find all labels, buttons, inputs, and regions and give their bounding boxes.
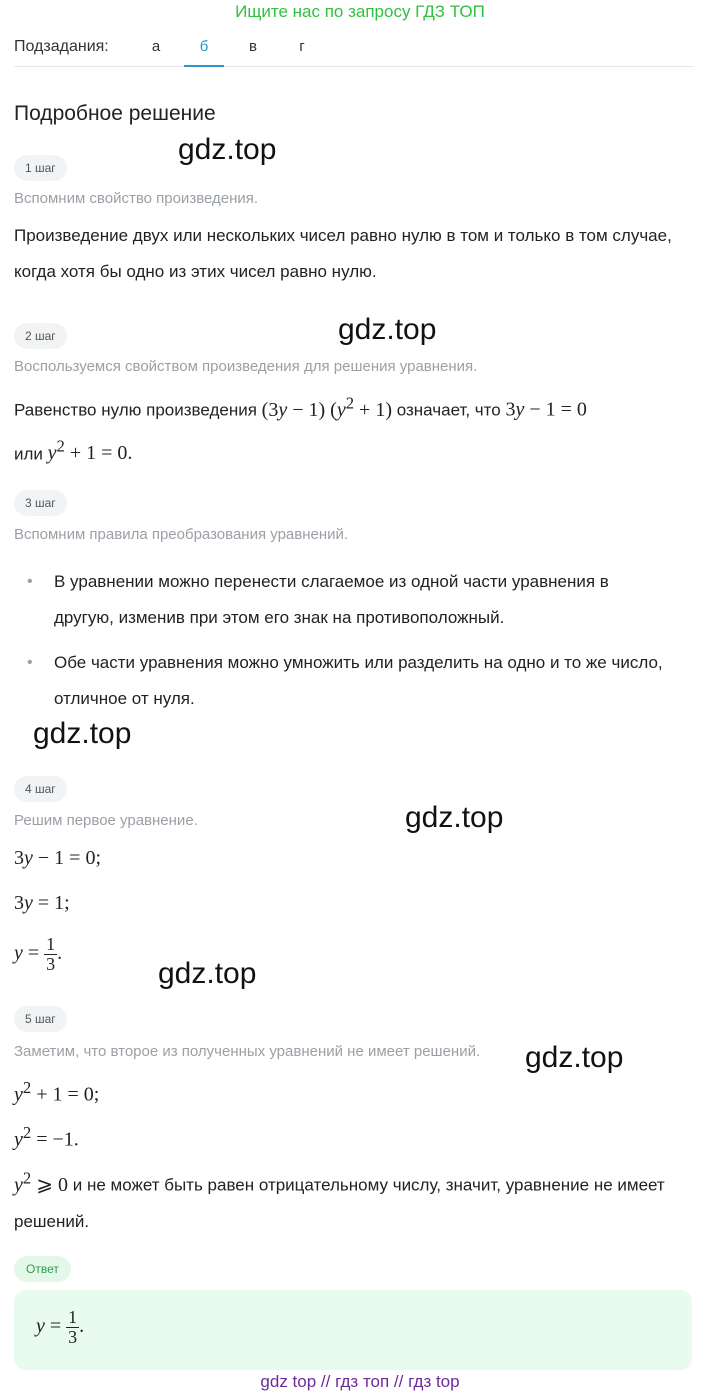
tab-g[interactable]: г [299, 38, 305, 55]
inequality: $y^2$ ⩾ 0 [14, 1168, 68, 1196]
step-1-text: Произведение двух или нескольких чисел равно нулю в том и только в том случае, когда хотя бы одно из этих чисел равно нулю. [14, 226, 672, 281]
step-2-text-b: означает, что [396, 400, 501, 420]
solution-heading: Подробное решение [14, 102, 216, 125]
step-3-hint: Вспомним правила преобразования уравнений. [14, 526, 349, 543]
watermark: gdz.top [178, 133, 277, 166]
step-2-badge: 2 шаг [14, 323, 67, 349]
step-2-text [14, 385, 674, 472]
step-2-text-a: Равенство нулю произведения [14, 400, 257, 420]
step-1-hint: Вспомним свойство произведения. [14, 190, 259, 207]
step-3-badge: 3 шаг [14, 490, 67, 516]
step-2-hint: Воспользуемся свойством произведения для решения уравнения. [14, 358, 478, 375]
rule-item: • Обе части уравнения можно умножить или разделить на одно и то же число, отличное от нуля. [32, 645, 672, 717]
step-5-text: $y^2$ ⩾ 0 и не может быть равен отрицательному числу, значит, уравнение не имеет решений. [14, 1168, 665, 1231]
math-line: y = $\frac{1}{3}$ . [14, 934, 63, 974]
math-line: 3y = 1; [14, 892, 70, 914]
product-expression: (3y − 1) $(y^2 + 1)$ [261, 393, 392, 421]
watermark: gdz.top [158, 957, 257, 990]
watermark: gdz.top [405, 801, 504, 834]
step-5-badge: 5 шаг [14, 1006, 67, 1032]
bullet-dot-icon: • [27, 573, 33, 590]
step-4-hint: Решим первое уравнение. [14, 812, 198, 829]
answer-box [14, 1290, 692, 1370]
subtasks-label: Подзадания: [14, 38, 109, 55]
step-4-badge: 4 шаг [14, 776, 67, 802]
step-2-text-c: или [14, 444, 43, 464]
answer-value: y = $\frac{1}{3}$ . [36, 1307, 85, 1347]
watermark: gdz.top [338, 313, 437, 346]
watermark: gdz.top [33, 717, 132, 750]
subtasks-bar [14, 30, 694, 67]
tab-a[interactable]: а [151, 38, 161, 55]
search-banner: Ищите нас по запросу ГДЗ ТОП [235, 2, 485, 21]
step-1-badge: 1 шаг [14, 155, 67, 181]
equation-1: 3y − 1 = 0 [505, 398, 587, 421]
math-line: 3y − 1 = 0; [14, 847, 102, 869]
step-5-hint: Заметим, что второе из полученных уравнений не имеет решений. [14, 1043, 481, 1060]
tab-v[interactable]: в [249, 38, 257, 55]
tab-b[interactable]: б [184, 38, 224, 67]
footer-links: gdz top // гдз топ // гдз top [260, 1372, 460, 1391]
rule-item: • В уравнении можно перенести слагаемое из одной части уравнения в другую, изменив при этом его знак на противоположный. [32, 564, 672, 636]
math-line: $y^2 = -1$. [14, 1123, 79, 1151]
math-line: $y^2 + 1 = 0$; [14, 1078, 100, 1106]
answer-badge: Ответ [14, 1256, 71, 1282]
watermark: gdz.top [525, 1041, 624, 1074]
equation-2: $y^2 + 1 = 0$. [47, 436, 133, 465]
bullet-dot-icon: • [27, 654, 33, 671]
